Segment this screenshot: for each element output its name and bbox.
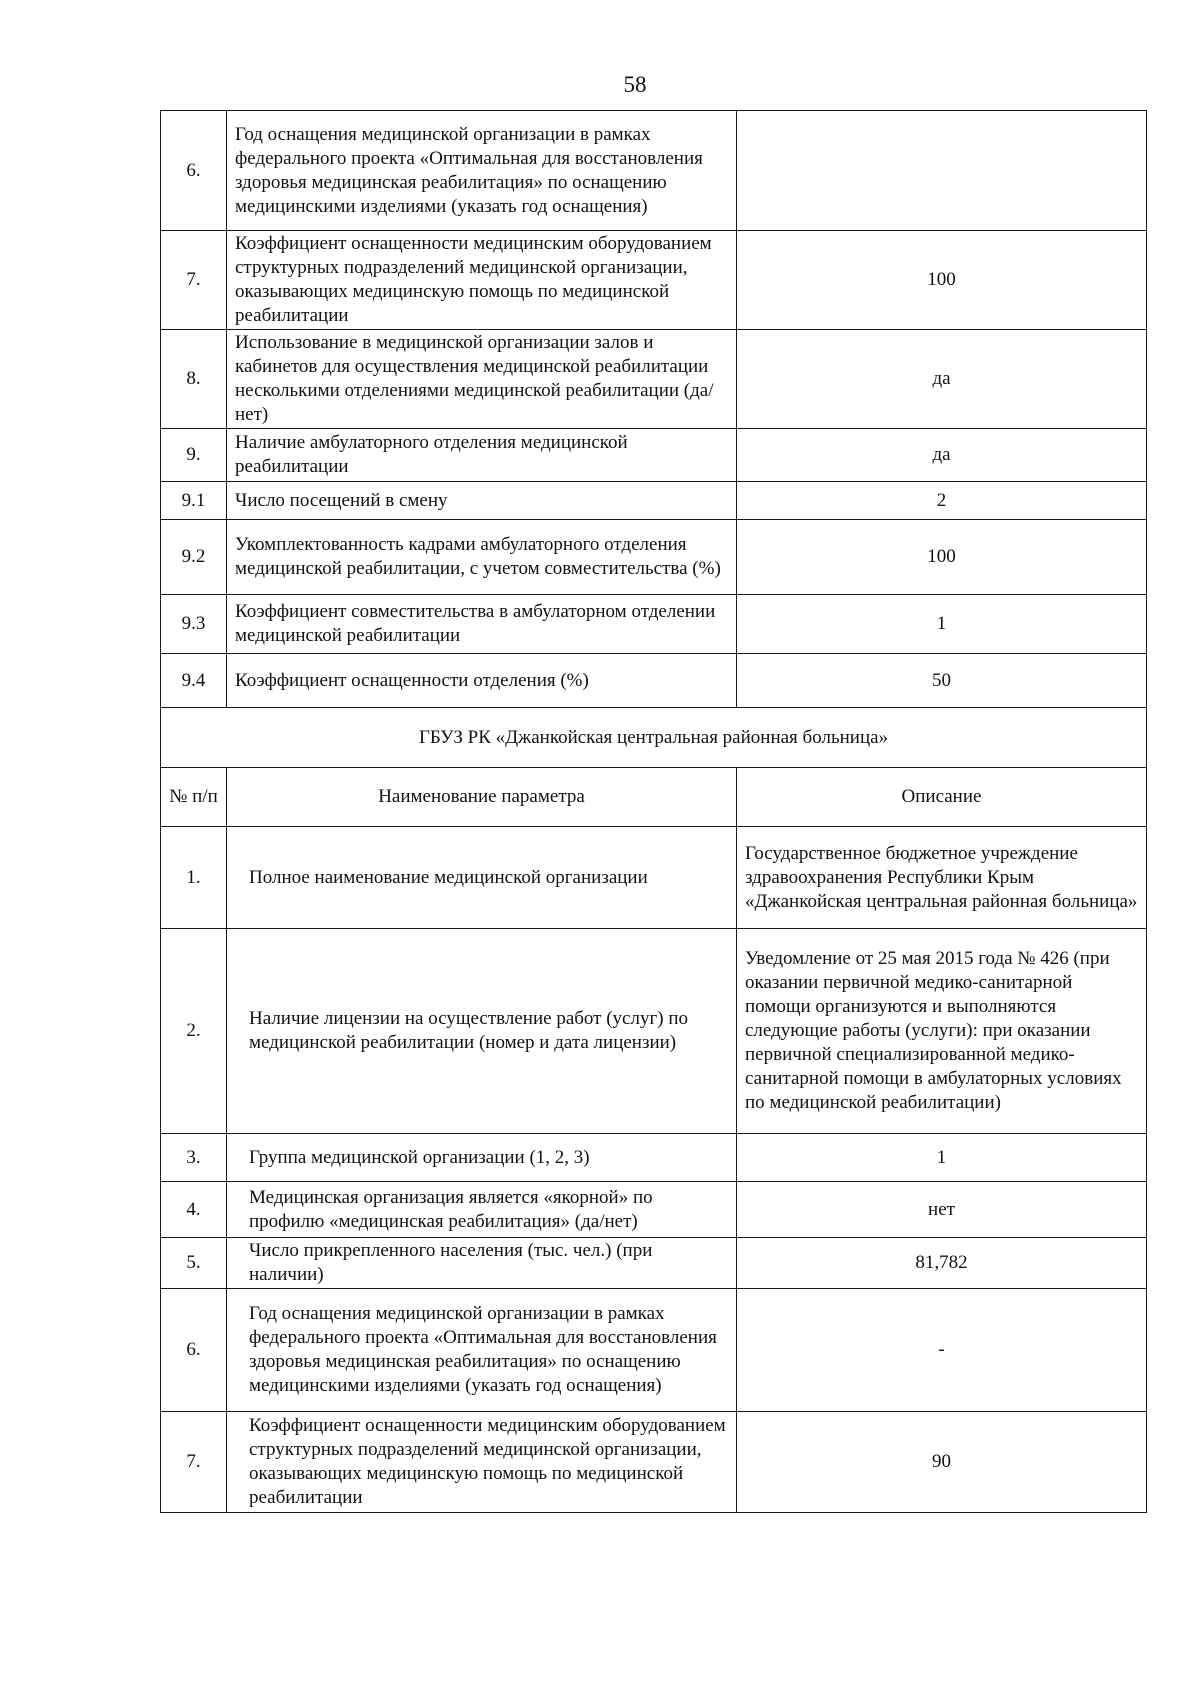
- row-number: 9.: [161, 429, 227, 482]
- row-number: 7.: [161, 231, 227, 330]
- parameter-name: Коэффициент оснащенности медицинским оборудованием структурных подразделений медицинской организации, оказывающих медицинскую помощь по медицинской реабилитации: [227, 231, 737, 330]
- parameter-value: да: [737, 330, 1147, 429]
- parameter-value: 81,782: [737, 1238, 1147, 1289]
- parameter-name: Медицинская организация является «якорной» по профилю «медицинская реабилитация» (да/нет): [227, 1182, 737, 1238]
- row-number: 6.: [161, 1289, 227, 1412]
- table-row: [161, 1412, 1147, 1513]
- parameter-value: нет: [737, 1182, 1147, 1238]
- row-number: 6.: [161, 111, 227, 231]
- row-number: 9.1: [161, 482, 227, 520]
- row-number: 9.4: [161, 654, 227, 708]
- parameter-value: Государственное бюджетное учреждение здравоохранения Республики Крым «Джанкойская центральная районная больница»: [737, 827, 1147, 929]
- parameter-value: Уведомление от 25 мая 2015 года № 426 (при оказании первичной медико-санитарной помощи организуются и выполняются следующие работы (услуги): при оказании первичной специализированной медико-санитарной помощи в амбулаторных условиях по медицинской реабилитации): [737, 929, 1147, 1134]
- parameter-name: Число посещений в смену: [227, 482, 737, 520]
- parameter-name: Наличие лицензии на осуществление работ (услуг) по медицинской реабилитации (номер и дата лицензии): [227, 929, 737, 1134]
- section-heading-row: [161, 708, 1147, 768]
- header-number: № п/п: [161, 768, 227, 827]
- header-description: Описание: [737, 768, 1147, 827]
- section-title: ГБУЗ РК «Джанкойская центральная районная больница»: [161, 708, 1147, 768]
- parameter-name: Укомплектованность кадрами амбулаторного отделения медицинской реабилитации, с учетом совместительства (%): [227, 520, 737, 595]
- row-number: 9.3: [161, 595, 227, 654]
- row-number: 5.: [161, 1238, 227, 1289]
- parameters-table: [160, 110, 1147, 1513]
- table-row: [161, 929, 1147, 1134]
- parameter-name: Коэффициент совместительства в амбулаторном отделении медицинской реабилитации: [227, 595, 737, 654]
- table-row: [161, 1182, 1147, 1238]
- parameter-value: [737, 111, 1147, 231]
- table-row: [161, 1289, 1147, 1412]
- parameter-value: 2: [737, 482, 1147, 520]
- table-row: [161, 595, 1147, 654]
- parameter-name: Коэффициент оснащенности медицинским оборудованием структурных подразделений медицинской организации, оказывающих медицинскую помощь по медицинской реабилитации: [227, 1412, 737, 1513]
- parameter-value: да: [737, 429, 1147, 482]
- parameter-name: Использование в медицинской организации залов и кабинетов для осуществления медицинской реабилитации несколькими отделениями медицинской реабилитации (да/нет): [227, 330, 737, 429]
- parameter-value: 90: [737, 1412, 1147, 1513]
- table-row: [161, 520, 1147, 595]
- parameter-name: Наличие амбулаторного отделения медицинской реабилитации: [227, 429, 737, 482]
- row-number: 4.: [161, 1182, 227, 1238]
- parameter-name: Группа медицинской организации (1, 2, 3): [227, 1134, 737, 1182]
- header-parameter: Наименование параметра: [227, 768, 737, 827]
- row-number: 8.: [161, 330, 227, 429]
- parameter-value: -: [737, 1289, 1147, 1412]
- row-number: 3.: [161, 1134, 227, 1182]
- parameter-value: 1: [737, 595, 1147, 654]
- row-number: 1.: [161, 827, 227, 929]
- parameter-name: Полное наименование медицинской организации: [227, 827, 737, 929]
- table-row: [161, 330, 1147, 429]
- table-row: [161, 654, 1147, 708]
- parameter-value: 100: [737, 231, 1147, 330]
- table-row: [161, 231, 1147, 330]
- parameter-value: 100: [737, 520, 1147, 595]
- table-row: [161, 429, 1147, 482]
- parameter-name: Год оснащения медицинской организации в рамках федерального проекта «Оптимальная для восстановления здоровья медицинская реабилитация» по оснащению медицинскими изделиями (указать год оснащения): [227, 1289, 737, 1412]
- parameter-name: Коэффициент оснащенности отделения (%): [227, 654, 737, 708]
- parameter-value: 1: [737, 1134, 1147, 1182]
- table-header-row: [161, 768, 1147, 827]
- table-row: [161, 482, 1147, 520]
- parameter-value: 50: [737, 654, 1147, 708]
- row-number: 9.2: [161, 520, 227, 595]
- table-row: [161, 111, 1147, 231]
- parameter-name: Год оснащения медицинской организации в рамках федерального проекта «Оптимальная для восстановления здоровья медицинская реабилитация» по оснащению медицинскими изделиями (указать год оснащения): [227, 111, 737, 231]
- parameter-name: Число прикрепленного населения (тыс. чел.) (при наличии): [227, 1238, 737, 1289]
- page-number: 58: [623, 72, 647, 97]
- table-row: [161, 1238, 1147, 1289]
- table-row: [161, 1134, 1147, 1182]
- row-number: 2.: [161, 929, 227, 1134]
- table-row: [161, 827, 1147, 929]
- row-number: 7.: [161, 1412, 227, 1513]
